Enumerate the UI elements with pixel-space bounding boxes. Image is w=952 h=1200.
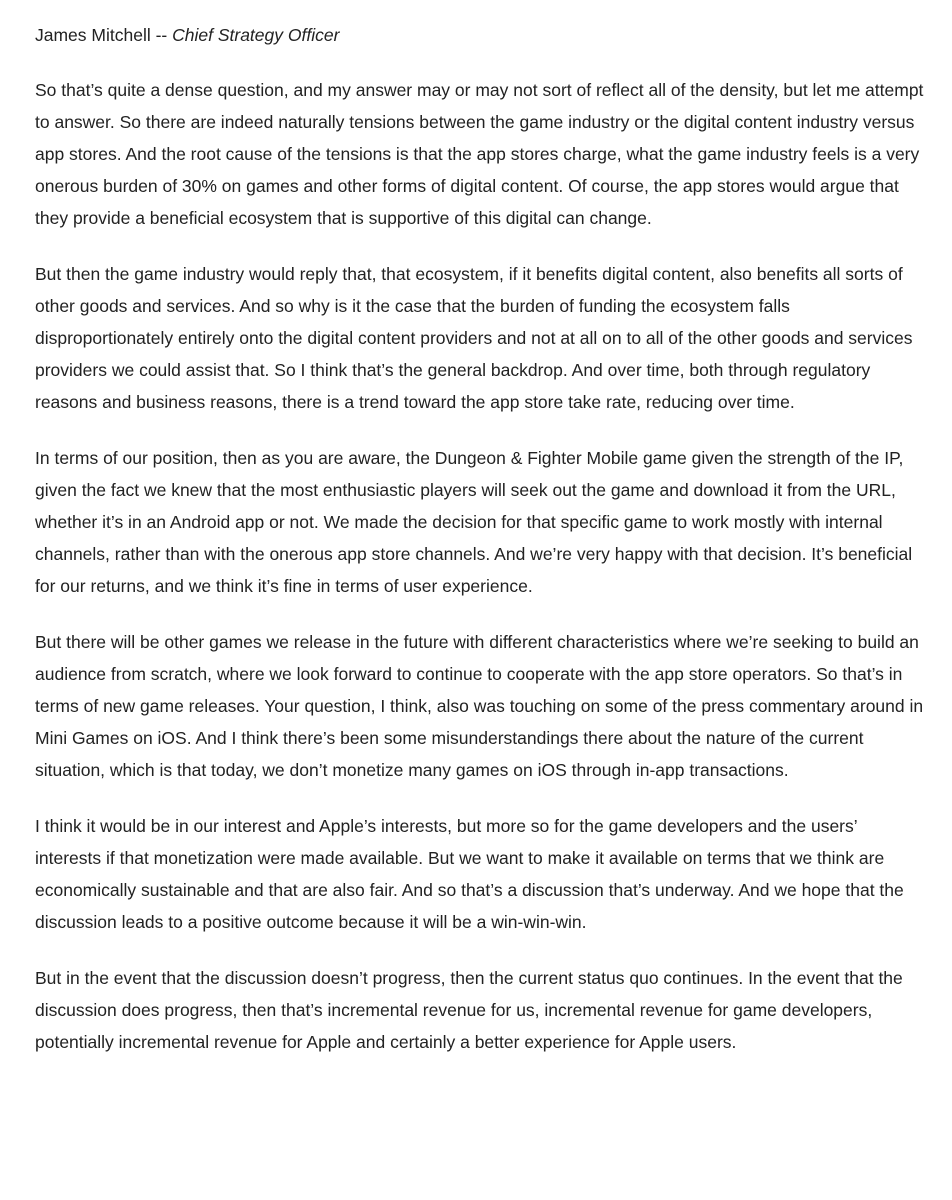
paragraph-1: So that’s quite a dense question, and my answer may or may not sort of reflect all of the density, but let me attempt to answer. So there are indeed naturally tensions between the game industry or the digital content industry versus app stores. And the root cause of the tensions is that the app stores charge, what the game industry feels is a very onerous burden of 30% on games and other forms of digital content. Of course, the app stores would argue that they provide a beneficial ecosystem that is supportive of this digital can change. — [35, 80, 924, 228]
transcript-document — [35, 22, 925, 1082]
paragraph-5: I think it would be in our interest and Apple’s interests, but more so for the game developers and the users’ interests if that monetization were made available. But we want to make it available on terms that we think are economically sustainable and that are also fair. And so that’s a discussion that’s underway. And we hope that the discussion leads to a positive outcome because it will be a win-win-win. — [35, 816, 904, 932]
paragraph-4: But there will be other games we release in the future with different characteristics where we’re seeking to build an audience from scratch, where we look forward to continue to cooperate with the app store operators. So that’s in terms of new game releases. Your question, I think, also was touching on some of the press commentary around in Mini Games on iOS. And I think there’s been some misunderstandings there about the nature of the current situation, which is that today, we don’t monetize many games on iOS through in-app transactions. — [35, 632, 924, 780]
speaker-role: Chief Strategy Officer — [172, 25, 340, 45]
speaker-name: James Mitchell — [35, 25, 151, 45]
speaker-line — [35, 22, 925, 48]
paragraph-6: But in the event that the discussion doesn’t progress, then the current status quo continues. In the event that the discussion does progress, then that’s incremental revenue for us, incremental revenue for game developers, potentially incremental revenue for Apple and certainly a better experience for Apple users. — [35, 968, 903, 1052]
paragraph-2: But then the game industry would reply that, that ecosystem, if it benefits digital content, also benefits all sorts of other goods and services. And so why is it the case that the burden of funding the ecosystem falls disproportionately entirely onto the digital content providers and not at all on to all of the other goods and services providers we could assist that. So I think that’s the general backdrop. And over time, both through regulatory reasons and business reasons, there is a trend toward the app store take rate, reducing over time. — [35, 264, 913, 412]
speaker-separator: -- — [150, 25, 173, 45]
paragraph-3: In terms of our position, then as you are aware, the Dungeon & Fighter Mobile game given the strength of the IP, given the fact we knew that the most enthusiastic players will seek out the game and download it from the URL, whether it’s in an Android app or not. We made the decision for that specific game to work mostly with internal channels, rather than with the onerous app store channels. And we’re very happy with that decision. It’s beneficial for our returns, and we think it’s fine in terms of user experience. — [35, 448, 913, 596]
